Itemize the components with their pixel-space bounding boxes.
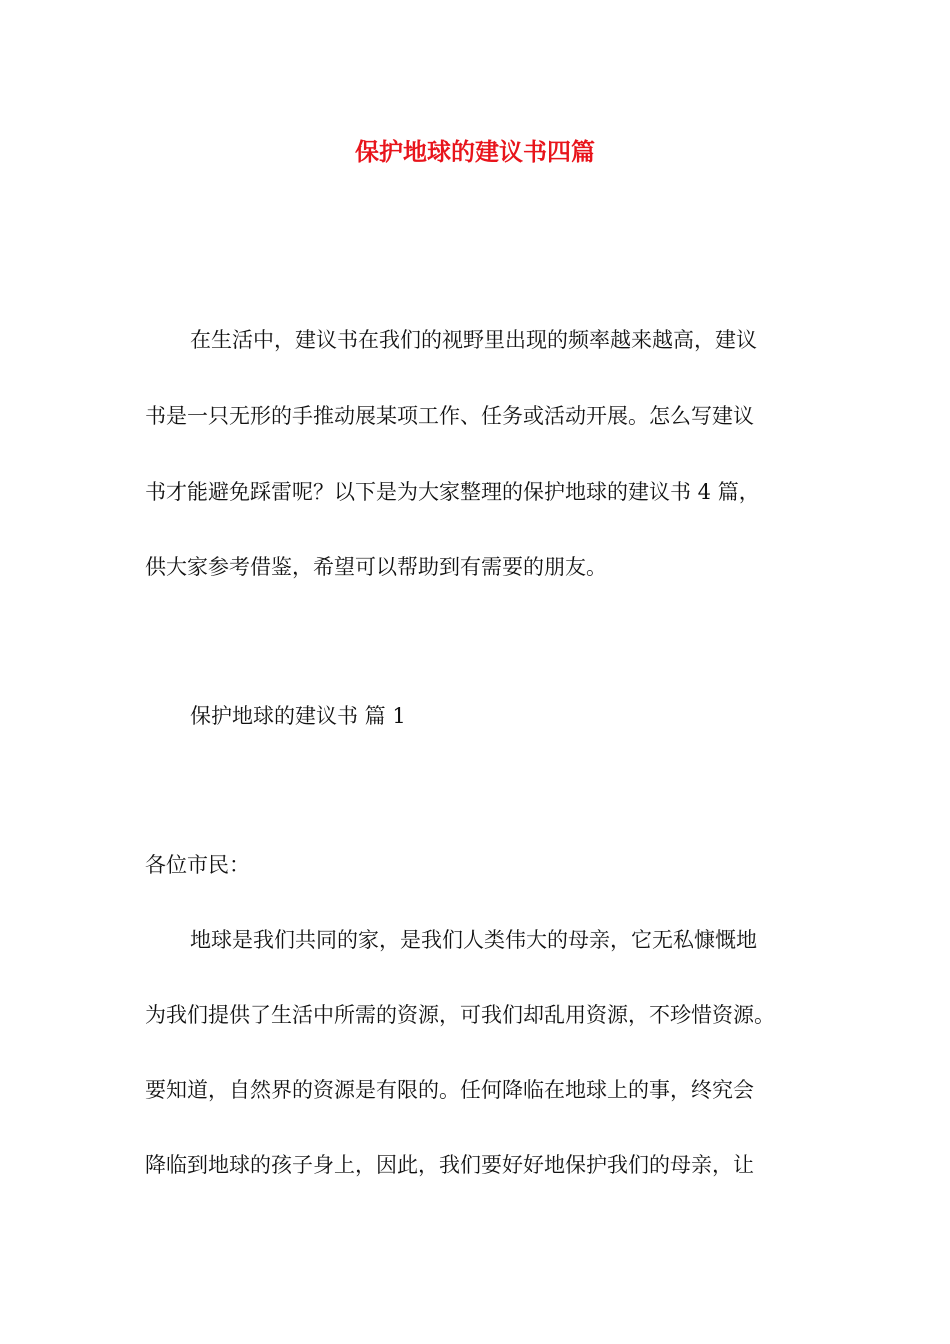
- intro-line-1: 在生活中，建议书在我们的视野里出现的频率越来越高，建议: [190, 328, 757, 352]
- body-line-4: 降临到地球的孩子身上，因此，我们要好好地保护我们的母亲，让: [145, 1153, 754, 1177]
- body-line-2: 为我们提供了生活中所需的资源，可我们却乱用资源，不珍惜资源。: [145, 1003, 775, 1027]
- document-title: 保护地球的建议书四篇: [355, 137, 595, 166]
- intro-line-4: 供大家参考借鉴，希望可以帮助到有需要的朋友。: [145, 555, 607, 579]
- intro-line-2: 书是一只无形的手推动展某项工作、任务或活动开展。怎么写建议: [145, 404, 754, 428]
- body-line-3: 要知道，自然界的资源是有限的。任何降临在地球上的事，终究会: [145, 1078, 754, 1102]
- body-line-1: 地球是我们共同的家，是我们人类伟大的母亲，它无私慷慨地: [190, 928, 757, 952]
- section-heading: 保护地球的建议书 篇 1: [190, 704, 406, 728]
- salutation: 各位市民：: [145, 853, 250, 877]
- intro-line-3: 书才能避免踩雷呢？以下是为大家整理的保护地球的建议书 4 篇，: [145, 480, 760, 504]
